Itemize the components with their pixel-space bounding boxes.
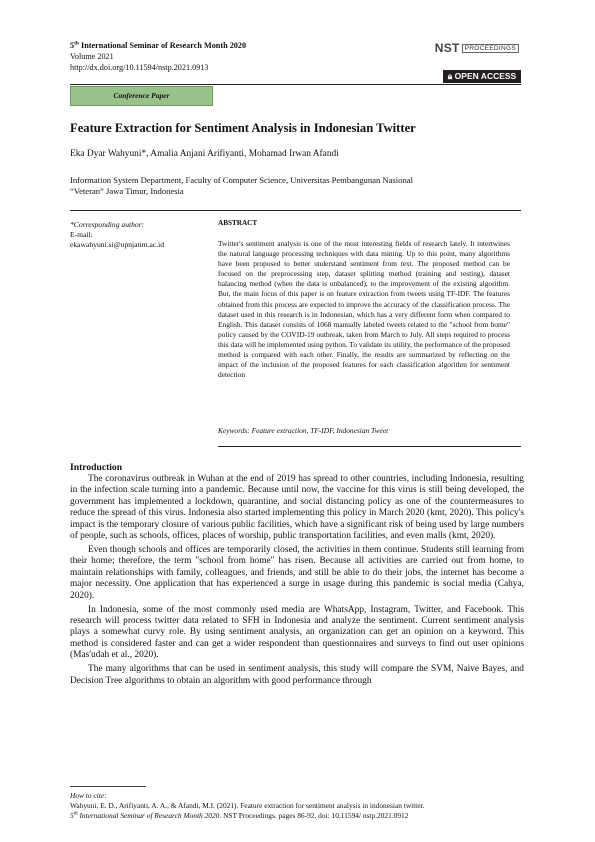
corresponding-author [70, 220, 210, 250]
open-access-badge [443, 70, 521, 83]
email-label: E-mail: [70, 230, 93, 239]
introduction-heading: Introduction [70, 462, 123, 473]
paper-type-badge: Conference Paper [70, 86, 213, 106]
paragraph: The many algorithms that can be used in sentiment analysis, this study will compare the SVM, Naive Bayes, and Decision Tree algorithms to obtain an algorithm with good performance through [70, 664, 524, 686]
paragraph: The coronavirus outbreak in Wuhan at the end of 2019 has spread to other countries, including Indonesia, resulting in the infection scale turning into a pandemic. Because until now, the vaccine for this virus is still being developed, the government has implemented a lockdown, quarantine, and social distancing policy as one of the countermeasures to reduce the spread of this virus. Indonesia also started implementing this policy in March 2020 (kmt, 2020). This policy's impact is the temporary closure of various public facilities, which have a significant risk of being used by large numbers of people, such as schools, offices, places of worship, public transportation facilities, and even malls (kmt, 2020). [70, 474, 524, 542]
lock-icon: 🔒︎ [447, 71, 453, 81]
journal-header [70, 41, 246, 73]
cite-line-1: Wahyuni, E. D., Arifiyanti, A. A., & Afandi, M.I. (2021). Feature extraction for sentiment analysis in indonesian twitter. [70, 801, 425, 811]
author-email[interactable]: ekawahyuni.si@upnjatim.ac.id [70, 240, 165, 249]
affiliation-divider [70, 210, 521, 211]
affiliation-line-1: Information System Department, Faculty of Computer Science, Universitas Pembangunan Nasional [70, 175, 413, 185]
paragraph: In Indonesia, some of the most commonly used media are WhatsApp, Instagram, Twitter, and Facebook. This research will process twitter data related to SFH in Indonesia and analyze the sentiment. Current sentiment analysis plays a somewhat curvy role. By using sentiment analysis, an organization can get an opinion on a keyword. This method is considered faster and can get a wider respondent than questionnaires and surveys to find out user opinions (Mas'udah et al., 2020). [70, 604, 524, 661]
abstract-divider [218, 446, 521, 447]
footnote-divider [70, 786, 146, 787]
affiliation-line-2: “Veteran” Jawa Timur, Indonesia [70, 186, 184, 196]
abstract-text: Twitter's sentiment analysis is one of the most interesting fields of research lately. It intertwines the natural language processing techniques with data mining. Up to this point, many algorithms have been proposed to better understand sentiment from text. The proposed method can be focused on the preprocessing step, dataset splitting method (training and testing), dataset balancing method (when the data is unbalanced), to the improvement of the existing algorithm. But, the main focus of this paper is on feature extraction from tweets using TF-IDF. The features obtained from this process are expected to improve the accuracy of the classification process. The dataset used in this research is in Indonesian, which has a very different form when compared to English. This dataset consists of 1068 manually labeled tweets related to the "school from home" policy caused by the COVID-19 outbreak, taken from March to July. All steps required to process this data will be implemented using python. To validate its utility, the performance of the proposed method is compared with each other. Finally, the results are summarized by reflecting on the impact of the inclusion of the proposed features for each classification algorithm for sentiment detection [218, 239, 510, 380]
abstract-heading: ABSTRACT [218, 219, 258, 227]
header-divider [70, 84, 521, 85]
corresponding-label: *Corresponding author: [70, 220, 145, 229]
paper-title: Feature Extraction for Sentiment Analysis in Indonesian Twitter [70, 121, 416, 135]
how-to-cite [70, 791, 530, 822]
nst-proceedings-logo: NST PROCEEDINGS [435, 41, 519, 55]
paragraph: Even though schools and offices are temporarily closed, the activities in them continue. Students still learning from their home; therefore, the term "school from home" has risen. Because all activities are carried out from home, to maintain relationships with family, colleagues, and friends, and still be able to do their jobs, the internet has become a major necessity. One application that has experienced a surge in usage during this pandemic is social media (Cahya, 2020). [70, 545, 524, 601]
keywords: Keywords: Feature extraction, TF-IDF, Indonesian Tweet [218, 426, 389, 435]
cite-label: How to cite: [70, 791, 107, 800]
open-access-label: OPEN ACCESS [454, 71, 517, 81]
introduction-body [70, 474, 524, 690]
conference-name: 5th International Seminar of Research Month 2020 [70, 40, 247, 50]
affiliation [70, 175, 521, 197]
doi-link[interactable]: http://dx.doi.org/10.11594/nstp.2021.0913 [70, 62, 209, 72]
author-list: Eka Dyar Wahyuni*, Amalia Anjani Arifiyanti, Mohamad Irwan Afandi [70, 149, 339, 159]
volume-label: Volume 2021 [70, 51, 114, 61]
cite-line-2: 5th International Seminar of Research Month 2020. NST Proceedings. pages 86-92. doi: 10.11594/ nstp.2021.0912 [70, 811, 409, 821]
